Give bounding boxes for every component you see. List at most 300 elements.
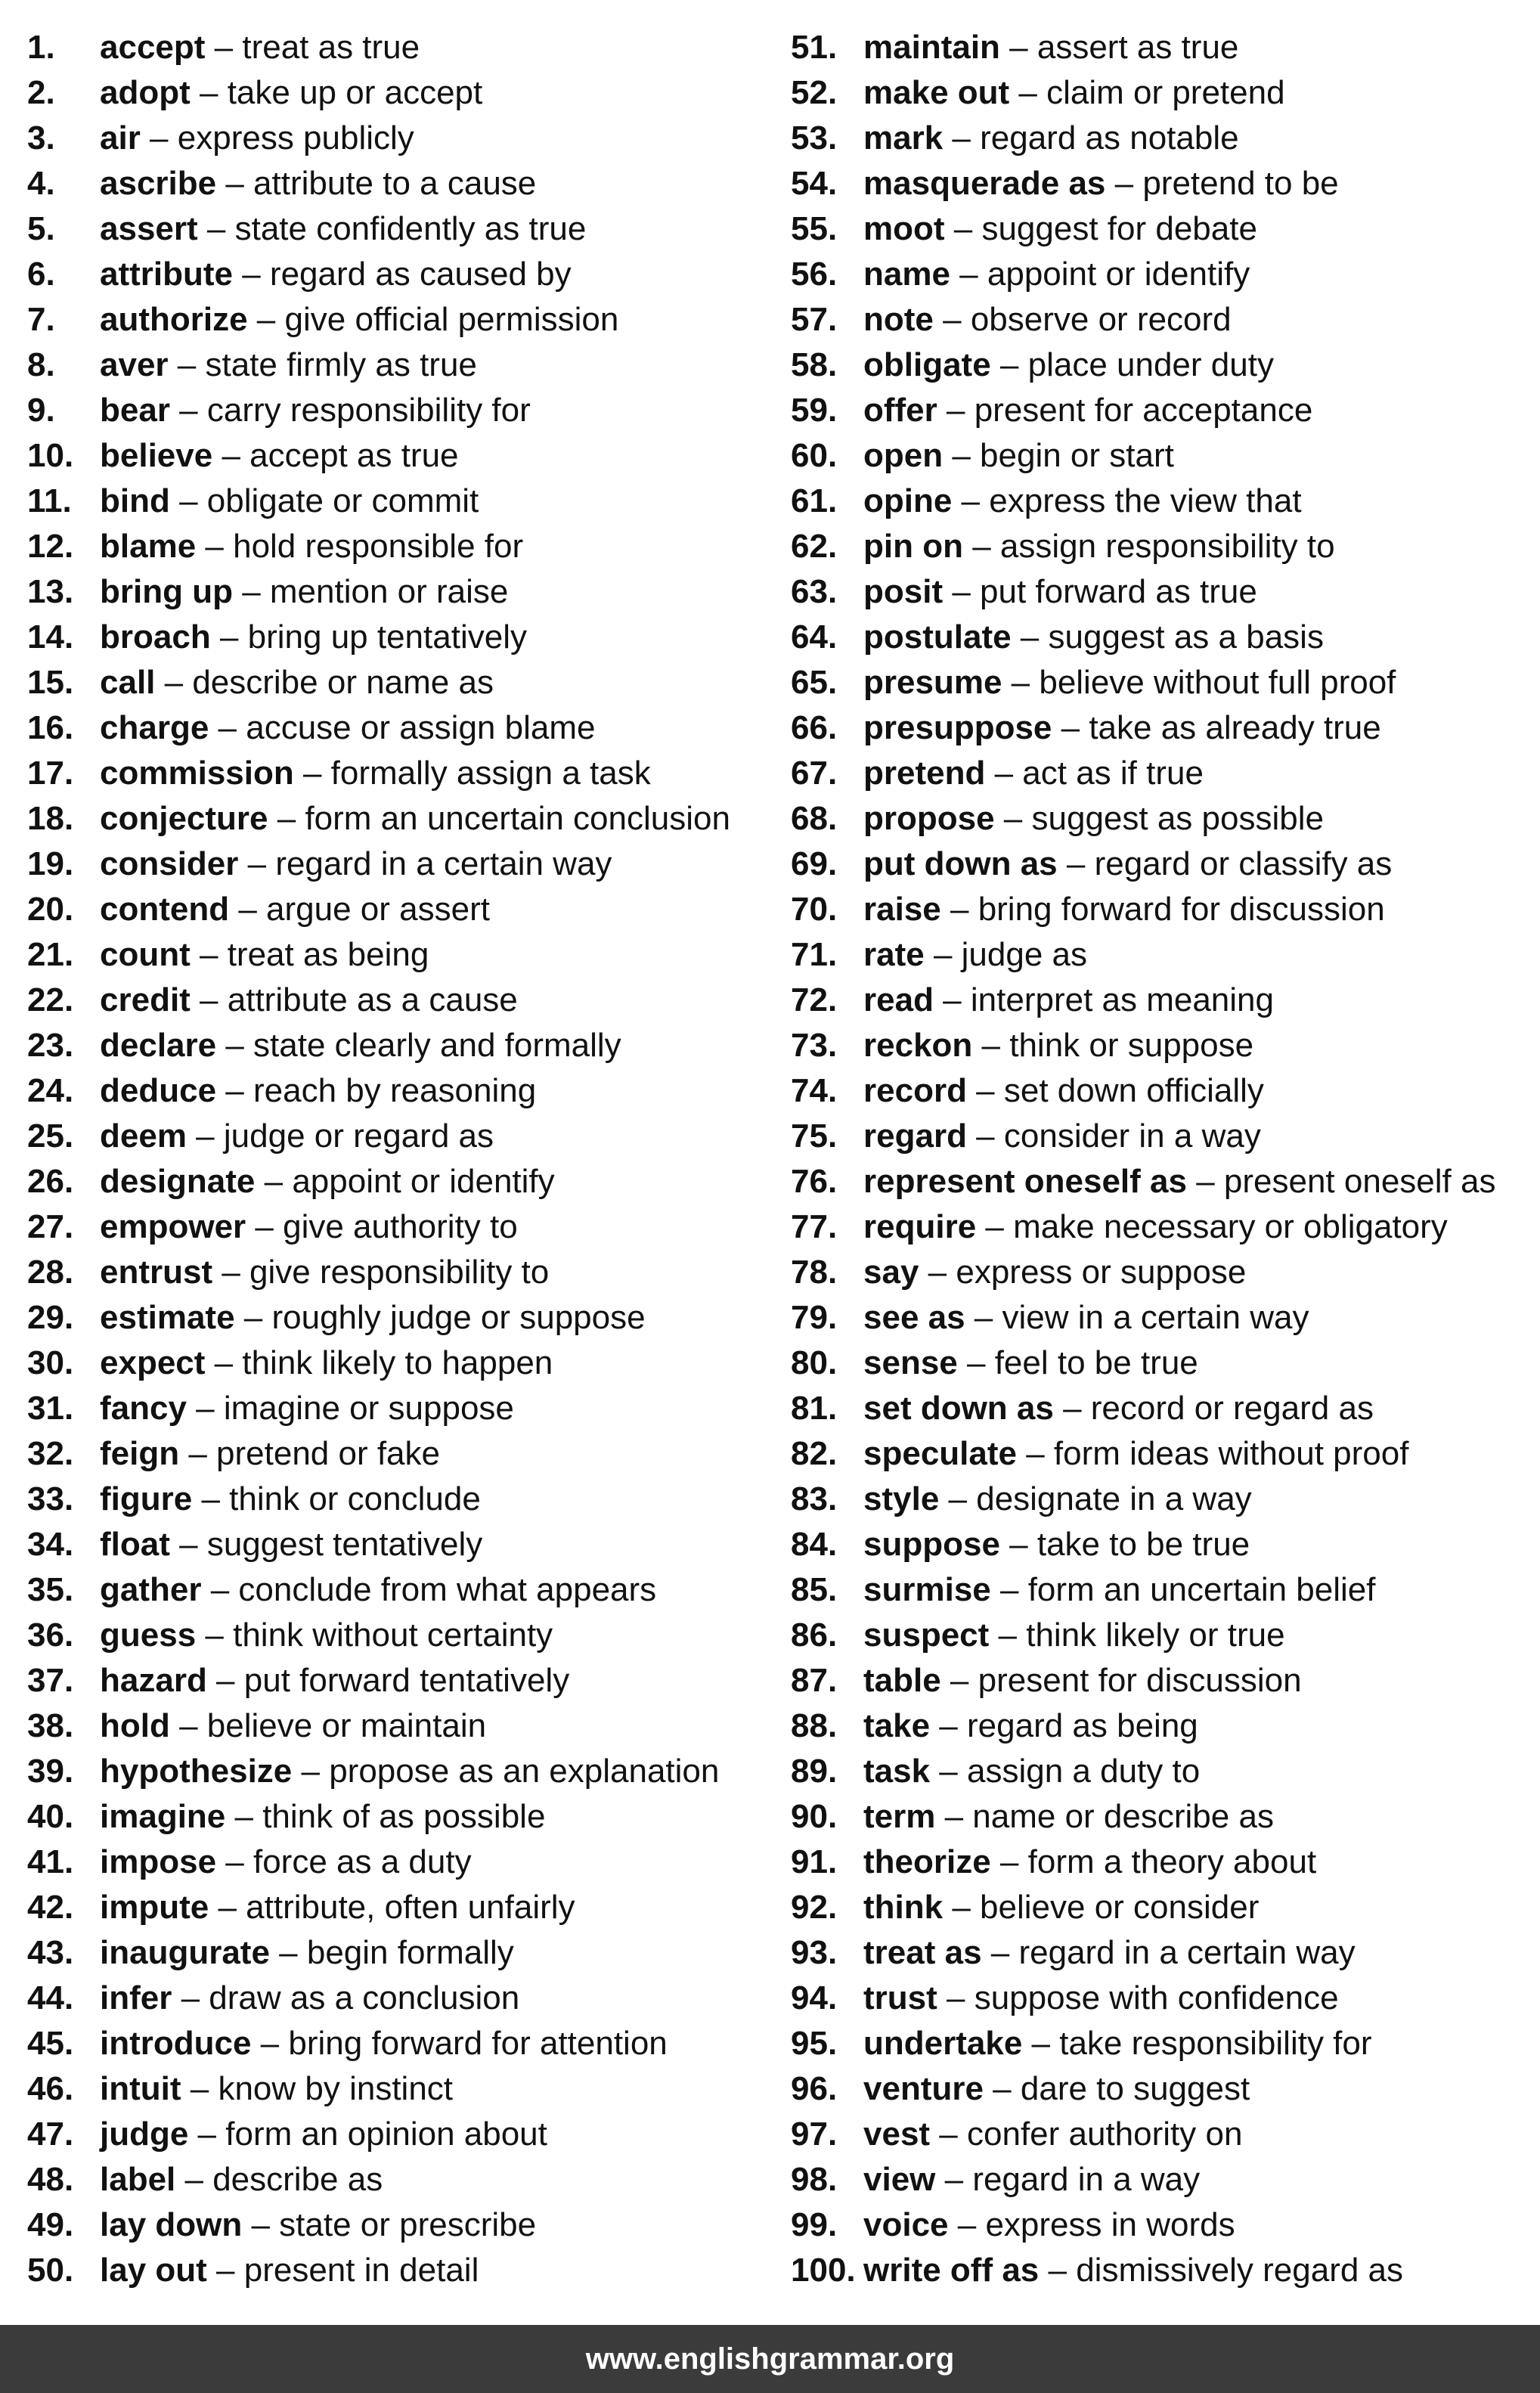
list-item <box>791 1567 1495 1613</box>
item-number: 84. <box>791 1526 838 1563</box>
item-definition: observe or record <box>970 301 1232 338</box>
item-number: 26. <box>27 1163 74 1200</box>
item-definition: obligate or commit <box>206 482 479 519</box>
item-number: 91. <box>791 1843 838 1880</box>
item-separator: – <box>212 437 250 474</box>
item-separator: – <box>990 346 1028 383</box>
item-separator: – <box>1053 1390 1091 1427</box>
item-word: believe <box>100 437 213 474</box>
item-separator: – <box>1011 618 1049 656</box>
item-number: 57. <box>791 301 838 338</box>
list-item <box>27 1068 730 1114</box>
item-word: conjecture <box>100 800 268 837</box>
list-item <box>27 1794 730 1840</box>
item-number: 88. <box>791 1707 838 1744</box>
item-separator: – <box>966 1117 1004 1155</box>
item-definition: pretend or fake <box>216 1435 440 1472</box>
list-item <box>791 25 1495 70</box>
item-word: treat as <box>863 1934 982 1971</box>
item-definition: bring up tentatively <box>247 618 527 656</box>
item-separator: – <box>990 1843 1028 1880</box>
item-definition: assign responsibility to <box>999 528 1335 565</box>
item-word: deem <box>100 1117 187 1155</box>
item-definition: regard in a certain way <box>1018 1934 1356 1971</box>
list-item <box>27 842 730 887</box>
list-item <box>791 70 1495 116</box>
list-item <box>791 206 1495 252</box>
item-definition: state clearly and formally <box>253 1027 621 1064</box>
item-separator: – <box>935 2161 973 2198</box>
item-word: offer <box>863 392 937 429</box>
item-number: 22. <box>27 981 74 1018</box>
list-item <box>791 1295 1495 1341</box>
item-separator: – <box>233 256 270 293</box>
item-separator: – <box>962 528 1000 565</box>
item-number: 76. <box>791 1163 838 1200</box>
item-word: assert <box>100 210 198 247</box>
item-definition: accept as true <box>249 437 459 474</box>
list-item <box>27 1749 730 1794</box>
item-number: 8. <box>27 346 55 383</box>
item-number: 96. <box>791 2070 838 2107</box>
item-definition: regard or classify as <box>1094 845 1393 882</box>
item-word: designate <box>100 1163 256 1200</box>
list-item <box>27 1159 730 1204</box>
item-separator: – <box>933 981 971 1018</box>
item-definition: think likely to happen <box>242 1344 553 1381</box>
item-number: 98. <box>791 2161 838 2198</box>
list-item <box>27 1613 730 1658</box>
item-definition: put forward tentatively <box>243 1662 570 1699</box>
item-word: inaugurate <box>100 1934 270 1971</box>
item-word: guess <box>100 1617 197 1654</box>
list-item <box>791 1930 1495 1976</box>
item-word: bind <box>100 482 170 519</box>
item-definition: reach by reasoning <box>253 1072 537 1109</box>
item-definition: dare to suggest <box>1020 2070 1250 2107</box>
item-number: 33. <box>27 1480 74 1517</box>
item-word: entrust <box>100 1254 213 1291</box>
item-definition: take as already true <box>1089 709 1381 746</box>
item-word: raise <box>863 891 941 928</box>
item-separator: – <box>985 755 1023 792</box>
list-item <box>27 1477 730 1522</box>
item-definition: present for discussion <box>978 1662 1302 1699</box>
item-word: declare <box>100 1027 217 1064</box>
list-item <box>27 206 730 252</box>
item-separator: – <box>292 1753 330 1790</box>
list-item <box>27 932 730 978</box>
list-item <box>791 2202 1495 2248</box>
item-number: 13. <box>27 573 74 610</box>
item-number: 95. <box>791 2025 838 2062</box>
item-separator: – <box>937 392 975 429</box>
item-separator: – <box>940 891 978 928</box>
item-number: 3. <box>27 119 55 157</box>
item-separator: – <box>209 1889 246 1926</box>
item-definition: suggest for debate <box>981 210 1257 247</box>
list-item <box>791 1613 1495 1658</box>
item-number: 9. <box>27 392 55 429</box>
item-separator: – <box>225 1798 263 1835</box>
item-separator: – <box>976 1208 1014 1245</box>
list-item <box>791 1431 1495 1477</box>
item-number: 10. <box>27 437 74 474</box>
item-definition: express publicly <box>177 119 414 157</box>
item-definition: roughly judge or suppose <box>271 1299 646 1336</box>
list-item <box>27 1386 730 1431</box>
item-definition: describe as <box>212 2161 383 2198</box>
item-definition: regard in a way <box>972 2161 1201 2198</box>
list-item <box>791 1114 1495 1159</box>
item-separator: – <box>994 800 1032 837</box>
item-number: 79. <box>791 1299 838 1336</box>
item-definition: view in a certain way <box>1002 1299 1309 1336</box>
item-definition: believe or maintain <box>206 1707 487 1744</box>
item-word: lay down <box>100 2206 243 2243</box>
item-number: 11. <box>27 482 72 519</box>
list-item <box>791 1386 1495 1431</box>
item-separator: – <box>232 573 270 610</box>
item-number: 21. <box>27 936 74 973</box>
item-number: 73. <box>791 1027 838 1064</box>
item-separator: – <box>957 1344 995 1381</box>
item-definition: treat as being <box>227 936 429 973</box>
item-word: deduce <box>100 1072 217 1109</box>
item-separator: – <box>255 1163 293 1200</box>
item-number: 67. <box>791 755 838 792</box>
item-separator: – <box>983 2070 1021 2107</box>
item-word: opine <box>863 482 953 519</box>
list-item <box>27 1431 730 1477</box>
item-definition: mention or raise <box>269 573 509 610</box>
item-separator: – <box>1016 1435 1054 1472</box>
item-separator: – <box>186 1390 224 1427</box>
item-word: maintain <box>863 29 1000 66</box>
item-separator: – <box>924 936 962 973</box>
item-number: 64. <box>791 618 838 656</box>
list-item <box>27 116 730 161</box>
list-item <box>27 1114 730 1159</box>
list-item <box>791 388 1495 433</box>
item-number: 49. <box>27 2206 74 2243</box>
list-item <box>27 1567 730 1613</box>
item-separator: – <box>965 1299 1002 1336</box>
item-number: 62. <box>791 528 838 565</box>
item-definition: take responsibility for <box>1059 2025 1372 2062</box>
item-separator: – <box>172 1979 209 2016</box>
item-definition: suggest tentatively <box>206 1526 483 1563</box>
item-definition: present in detail <box>243 2252 479 2289</box>
list-item <box>27 1658 730 1703</box>
item-definition: state confidently as true <box>234 210 587 247</box>
item-number: 47. <box>27 2116 74 2153</box>
item-separator: – <box>919 1254 956 1291</box>
item-definition: attribute, often unfairly <box>246 1889 575 1926</box>
list-item <box>27 524 730 569</box>
list-item <box>791 343 1495 388</box>
item-definition: put forward as true <box>980 573 1257 610</box>
list-item <box>791 660 1495 705</box>
item-number: 69. <box>791 845 838 882</box>
item-definition: appoint or identify <box>292 1163 555 1200</box>
item-definition: argue or assert <box>266 891 490 928</box>
item-word: write off as <box>863 2252 1040 2289</box>
item-separator: – <box>939 1480 977 1517</box>
item-number: 27. <box>27 1208 74 1245</box>
item-number: 55. <box>791 210 838 247</box>
list-item <box>27 1976 730 2021</box>
item-separator: – <box>1002 664 1040 701</box>
item-definition: think of as possible <box>262 1798 546 1835</box>
item-number: 16. <box>27 709 74 746</box>
item-number: 60. <box>791 437 838 474</box>
item-definition: present for acceptance <box>974 392 1313 429</box>
list-item <box>27 388 730 433</box>
item-separator: – <box>238 845 276 882</box>
item-word: empower <box>100 1208 246 1245</box>
item-separator: – <box>246 1208 284 1245</box>
item-definition: set down officially <box>1003 1072 1264 1109</box>
item-number: 24. <box>27 1072 74 1109</box>
item-number: 5. <box>27 210 55 247</box>
item-word: reckon <box>863 1027 973 1064</box>
item-separator: – <box>943 119 981 157</box>
list-item <box>791 1068 1495 1114</box>
item-word: label <box>100 2161 176 2198</box>
item-separator: – <box>188 2116 226 2153</box>
item-separator: – <box>943 437 981 474</box>
item-word: presume <box>863 664 1002 701</box>
item-separator: – <box>216 1843 253 1880</box>
item-number: 63. <box>791 573 838 610</box>
item-definition: formally assign a task <box>330 755 651 792</box>
item-separator: – <box>196 528 234 565</box>
item-word: air <box>100 119 141 157</box>
item-definition: present oneself as <box>1223 1163 1496 1200</box>
list-item <box>791 2066 1495 2112</box>
item-separator: – <box>990 1571 1028 1608</box>
list-item <box>791 978 1495 1023</box>
item-number: 35. <box>27 1571 74 1608</box>
item-separator: – <box>242 2206 280 2243</box>
item-word: float <box>100 1526 170 1563</box>
item-definition: place under duty <box>1027 346 1274 383</box>
item-separator: – <box>944 210 982 247</box>
item-definition: hold responsible for <box>233 528 524 565</box>
item-separator: – <box>216 1027 254 1064</box>
list-item <box>791 1840 1495 1885</box>
item-number: 70. <box>791 891 838 928</box>
item-separator: – <box>1057 845 1095 882</box>
item-separator: – <box>206 2252 244 2289</box>
item-separator: – <box>940 1662 978 1699</box>
item-definition: assign a duty to <box>967 1753 1201 1790</box>
item-number: 23. <box>27 1027 74 1064</box>
item-number: 52. <box>791 74 838 111</box>
item-word: imagine <box>100 1798 226 1835</box>
item-separator: – <box>966 1072 1004 1109</box>
item-definition: carry responsibility for <box>206 392 531 429</box>
item-number: 18. <box>27 800 74 837</box>
item-word: table <box>863 1662 941 1699</box>
item-number: 71. <box>791 936 838 973</box>
item-word: blame <box>100 528 197 565</box>
list-item <box>27 1023 730 1068</box>
item-word: say <box>863 1254 919 1291</box>
item-separator: – <box>933 301 971 338</box>
item-word: mark <box>863 119 944 157</box>
list-item <box>27 343 730 388</box>
item-number: 51. <box>791 29 838 66</box>
item-word: make out <box>863 74 1010 111</box>
list-item <box>791 2021 1495 2066</box>
item-separator: – <box>1105 165 1143 202</box>
item-definition: appoint or identify <box>987 256 1250 293</box>
list-item <box>27 479 730 524</box>
list-item <box>27 1930 730 1976</box>
item-number: 25. <box>27 1117 74 1155</box>
item-word: postulate <box>863 618 1012 656</box>
item-word: pretend <box>863 755 986 792</box>
item-word: open <box>863 437 944 474</box>
item-separator: – <box>209 709 246 746</box>
item-word: surmise <box>863 1571 991 1608</box>
item-definition: bring forward for attention <box>288 2025 668 2062</box>
item-number: 2. <box>27 74 55 111</box>
item-separator: – <box>1186 1163 1224 1200</box>
list-item <box>27 569 730 615</box>
item-definition: force as a duty <box>253 1843 472 1880</box>
item-word: hypothesize <box>100 1753 293 1790</box>
item-separator: – <box>999 1526 1037 1563</box>
item-definition: form ideas without proof <box>1053 1435 1409 1472</box>
item-separator: – <box>169 1707 207 1744</box>
item-definition: name or describe as <box>972 1798 1274 1835</box>
item-number: 6. <box>27 256 55 293</box>
item-separator: – <box>293 755 331 792</box>
item-number: 45. <box>27 2025 74 2062</box>
item-separator: – <box>269 1934 307 1971</box>
list-item <box>791 1794 1495 1840</box>
item-word: set down as <box>863 1390 1054 1427</box>
item-word: infer <box>100 1979 172 2016</box>
list-item <box>27 25 730 70</box>
item-definition: feel to be true <box>994 1344 1198 1381</box>
item-separator: – <box>169 1526 207 1563</box>
item-separator: – <box>155 664 193 701</box>
item-number: 40. <box>27 1798 74 1835</box>
item-number: 61. <box>791 482 838 519</box>
list-item <box>791 705 1495 751</box>
item-definition: judge or regard as <box>223 1117 494 1155</box>
list-item <box>791 161 1495 206</box>
left-column <box>27 25 730 2293</box>
item-definition: take to be true <box>1036 1526 1250 1563</box>
item-word: task <box>863 1753 931 1790</box>
item-number: 87. <box>791 1662 838 1699</box>
item-word: suppose <box>863 1526 1000 1563</box>
item-number: 12. <box>27 528 74 565</box>
item-word: view <box>863 2161 936 2198</box>
list-item <box>791 1023 1495 1068</box>
item-word: accept <box>100 29 206 66</box>
item-separator: – <box>1009 74 1047 111</box>
item-word: hazard <box>100 1662 207 1699</box>
list-item <box>27 1703 730 1749</box>
item-definition: pretend to be <box>1142 165 1339 202</box>
item-definition: regard as caused by <box>269 256 572 293</box>
item-separator: – <box>950 256 987 293</box>
list-item <box>791 2248 1495 2293</box>
list-item <box>791 1703 1495 1749</box>
list-item <box>27 2248 730 2293</box>
item-separator: – <box>197 210 235 247</box>
item-definition: give official permission <box>284 301 619 338</box>
item-number: 20. <box>27 891 74 928</box>
item-word: ascribe <box>100 165 217 202</box>
item-number: 74. <box>791 1072 838 1109</box>
item-number: 39. <box>27 1753 74 1790</box>
item-definition: state firmly as true <box>205 346 477 383</box>
item-number: 58. <box>791 346 838 383</box>
list-item <box>791 297 1495 343</box>
list-item <box>791 615 1495 660</box>
item-number: 99. <box>791 2206 838 2243</box>
item-number: 4. <box>27 165 55 202</box>
item-word: gather <box>100 1571 202 1608</box>
item-separator: – <box>179 1435 217 1472</box>
item-number: 41. <box>27 1843 74 1880</box>
item-word: voice <box>863 2206 949 2243</box>
item-definition: regard as being <box>967 1707 1198 1744</box>
item-definition: express the view that <box>989 482 1302 519</box>
item-number: 50. <box>27 2252 74 2289</box>
item-definition: believe or consider <box>980 1889 1260 1926</box>
item-separator: – <box>943 573 981 610</box>
list-item <box>791 1204 1495 1250</box>
item-number: 78. <box>791 1254 838 1291</box>
item-word: represent oneself as <box>863 1163 1187 1200</box>
item-number: 68. <box>791 800 838 837</box>
item-definition: attribute to a cause <box>253 165 537 202</box>
item-word: term <box>863 1798 936 1835</box>
item-number: 92. <box>791 1889 838 1926</box>
item-separator: – <box>251 2025 289 2062</box>
item-definition: know by instinct <box>218 2070 454 2107</box>
item-word: theorize <box>863 1843 991 1880</box>
item-definition: dismissively regard as <box>1076 2252 1404 2289</box>
item-definition: assert as true <box>1036 29 1239 66</box>
item-number: 59. <box>791 392 838 429</box>
item-definition: suggest as a basis <box>1048 618 1324 656</box>
item-number: 15. <box>27 664 74 701</box>
item-number: 37. <box>27 1662 74 1699</box>
item-word: propose <box>863 800 995 837</box>
item-separator: – <box>930 1707 967 1744</box>
item-definition: describe or name as <box>192 664 494 701</box>
item-separator: – <box>989 1617 1027 1654</box>
item-separator: – <box>930 1753 967 1790</box>
list-item <box>27 705 730 751</box>
item-number: 53. <box>791 119 838 157</box>
list-item <box>27 70 730 116</box>
item-word: count <box>100 936 191 973</box>
item-separator: – <box>181 2070 218 2107</box>
item-definition: record or regard as <box>1090 1390 1374 1427</box>
item-separator: – <box>205 1344 243 1381</box>
item-word: expect <box>100 1344 206 1381</box>
